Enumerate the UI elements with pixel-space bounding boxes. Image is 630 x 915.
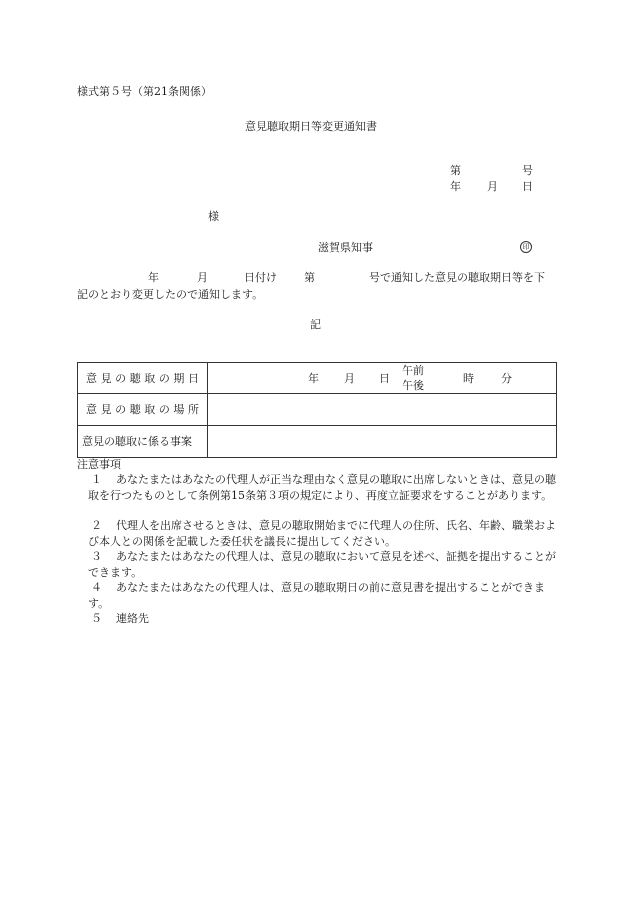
body-month: 月 [197,271,208,284]
note-number: ３ [91,550,102,563]
note-text: 代理人を出席させるときは、意見の聴取開始までに代理人の住所、氏名、年齢、職業および本人との関係を記載した委任状を議長に提出してください。 [88,519,556,548]
form-number: 様式第５号（第21条関係） [77,85,212,98]
hearing-date-label: 意見の聴取の期日 [78,363,208,394]
doc-number-go: 号 [522,164,533,177]
am-label: 午前 [402,364,424,377]
hearing-place-cell [208,394,557,426]
pm-label: 午後 [402,379,424,392]
addressee-sama: 様 [208,210,219,223]
note-item-1 [88,472,558,503]
body-line2: 記のとおり変更したので通知します。 [77,288,264,301]
date-year: 年 [450,180,461,193]
note-text: 連絡先 [116,612,149,625]
hearing-place-label: 意見の聴取の場所 [78,394,208,426]
row1-month: 月 [344,372,355,385]
note-number: ５ [91,612,102,625]
hour-label: 時 [463,372,474,385]
table-row [78,363,557,394]
table-row [78,426,557,458]
note-number: ４ [91,581,102,594]
note-number: １ [91,473,102,486]
seal-icon: 印 [520,241,532,253]
note-item-5 [88,611,558,627]
note-text: あなたまたはあなたの代理人は、意見の聴取において意見を述べ、証拠を提出することができます。 [88,550,556,579]
hearing-case-cell [208,426,557,458]
table-row [78,394,557,426]
date-day: 日 [522,180,533,193]
body-line1-tail: 号で通知した意見の聴取期日等を下 [369,271,545,284]
date-month: 月 [487,180,498,193]
body-date-suffix: 日付け [244,271,277,284]
document-title: 意見聴取期日等変更通知書 [245,120,377,133]
note-text: あなたまたはあなたの代理人が正当な理由なく意見の聴取に出席しないときは、意見の聴取を行つたものとして条例第15条第３項の規定により、再度立証要求をすることがあります。 [88,473,556,502]
note-text: あなたまたはあなたの代理人は、意見の聴取期日の前に意見書を提出することができます。 [88,581,545,610]
minute-label: 分 [501,372,512,385]
body-dai: 第 [304,271,315,284]
note-item-3 [88,549,558,580]
note-item-4 [88,580,558,611]
note-item-2 [88,518,558,549]
body-year: 年 [148,271,159,284]
ki-marker: 記 [310,318,321,331]
row1-day: 日 [379,372,390,385]
hearing-info-table [77,362,557,458]
sender-name: 滋賀県知事 [318,241,373,254]
doc-number-dai: 第 [450,164,461,177]
note-number: ２ [91,519,102,532]
notes-heading: 注意事項 [77,458,121,471]
hearing-case-label: 意見の聴取に係る事案 [78,426,208,458]
row1-year: 年 [308,372,319,385]
hearing-date-cell [208,363,557,394]
